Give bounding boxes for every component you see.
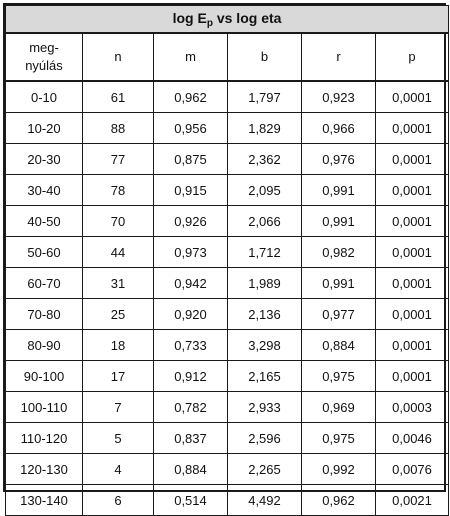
table-cell: 60-70 (6, 268, 83, 299)
table-cell: 0,962 (154, 81, 228, 113)
table-cell: 0,884 (302, 330, 376, 361)
table-cell: 2,136 (228, 299, 302, 330)
table-row (6, 237, 449, 268)
table-cell: 31 (83, 268, 154, 299)
table-cell: 70 (83, 206, 154, 237)
table-cell: 44 (83, 237, 154, 268)
table-cell: 2,066 (228, 206, 302, 237)
table-row (6, 330, 449, 361)
column-header: meg- nyúlás (6, 33, 83, 81)
table-cell: 10-20 (6, 113, 83, 144)
table-cell: 0,912 (154, 361, 228, 392)
table-cell: 0,977 (302, 299, 376, 330)
table-cell: 0,982 (302, 237, 376, 268)
table-cell: 0,975 (302, 361, 376, 392)
table-cell: 0,0001 (376, 113, 449, 144)
table-cell: 4,492 (228, 485, 302, 516)
table-row (6, 175, 449, 206)
table-cell: 0,875 (154, 144, 228, 175)
table-cell: 2,362 (228, 144, 302, 175)
title-subscript: p (206, 17, 213, 29)
table-cell: 50-60 (6, 237, 83, 268)
table-cell: 0,923 (302, 81, 376, 113)
table-cell: 2,265 (228, 454, 302, 485)
table-cell: 0,962 (302, 485, 376, 516)
table-cell: 0,0001 (376, 237, 449, 268)
table-cell: 0,0001 (376, 330, 449, 361)
table-cell: 2,596 (228, 423, 302, 454)
table-cell: 0,992 (302, 454, 376, 485)
table-cell: 110-120 (6, 423, 83, 454)
table-title-row (6, 6, 449, 34)
table-cell: 0,991 (302, 206, 376, 237)
table-cell: 0,956 (154, 113, 228, 144)
table-cell: 80-90 (6, 330, 83, 361)
table-cell: 3,298 (228, 330, 302, 361)
table-cell: 20-30 (6, 144, 83, 175)
table-row (6, 113, 449, 144)
column-header: b (228, 33, 302, 81)
table-cell: 0,973 (154, 237, 228, 268)
table-cell: 78 (83, 175, 154, 206)
table-cell: 0,0001 (376, 299, 449, 330)
table-cell: 0,0021 (376, 485, 449, 516)
table-cell: 6 (83, 485, 154, 516)
table-cell: 1,829 (228, 113, 302, 144)
column-header-row (6, 33, 449, 81)
table-cell: 0,0001 (376, 268, 449, 299)
table-cell: 0,782 (154, 392, 228, 423)
table-cell: 100-110 (6, 392, 83, 423)
table-cell: 0,0001 (376, 175, 449, 206)
table-cell: 0,991 (302, 268, 376, 299)
table-cell: 0,514 (154, 485, 228, 516)
table-row (6, 423, 449, 454)
table-cell: 130-140 (6, 485, 83, 516)
table-cell: 0,0001 (376, 81, 449, 113)
table-row (6, 361, 449, 392)
table-cell: 18 (83, 330, 154, 361)
column-header: n (83, 33, 154, 81)
table-cell: 120-130 (6, 454, 83, 485)
table-cell: 0,0076 (376, 454, 449, 485)
table-cell: 0,915 (154, 175, 228, 206)
table-cell: 1,712 (228, 237, 302, 268)
table-cell: 2,095 (228, 175, 302, 206)
table-cell: 0,837 (154, 423, 228, 454)
table-cell: 17 (83, 361, 154, 392)
table-row (6, 392, 449, 423)
column-header: m (154, 33, 228, 81)
table-row (6, 144, 449, 175)
table-cell: 30-40 (6, 175, 83, 206)
title-suffix: vs log eta (212, 9, 282, 26)
table-cell: 5 (83, 423, 154, 454)
table-cell: 2,165 (228, 361, 302, 392)
table-cell: 2,933 (228, 392, 302, 423)
table-cell: 1,797 (228, 81, 302, 113)
table-cell: 0,733 (154, 330, 228, 361)
table-cell: 70-80 (6, 299, 83, 330)
table-cell: 88 (83, 113, 154, 144)
table-cell: 0,0046 (376, 423, 449, 454)
table-cell: 90-100 (6, 361, 83, 392)
table-cell: 0,0001 (376, 361, 449, 392)
table-cell: 0,976 (302, 144, 376, 175)
table-cell: 0,966 (302, 113, 376, 144)
column-header: r (302, 33, 376, 81)
table-row (6, 454, 449, 485)
table-cell: 0,969 (302, 392, 376, 423)
table-cell: 40-50 (6, 206, 83, 237)
table-cell: 0,920 (154, 299, 228, 330)
table-cell: 0,942 (154, 268, 228, 299)
table-cell: 0,975 (302, 423, 376, 454)
table-row (6, 485, 449, 516)
table-cell: 7 (83, 392, 154, 423)
table-cell: 0,926 (154, 206, 228, 237)
table-cell: 77 (83, 144, 154, 175)
table-cell: 1,989 (228, 268, 302, 299)
table-cell: 0,0001 (376, 206, 449, 237)
table-cell: 0,884 (154, 454, 228, 485)
table-cell: 0,991 (302, 175, 376, 206)
table-title (6, 6, 449, 34)
table-cell: 0,0003 (376, 392, 449, 423)
column-header: p (376, 33, 449, 81)
table-row (6, 206, 449, 237)
table-cell: 25 (83, 299, 154, 330)
title-prefix: log E (172, 9, 207, 26)
data-table-frame (3, 3, 446, 508)
table-body (6, 81, 449, 516)
regression-table (5, 5, 449, 516)
table-cell: 0-10 (6, 81, 83, 113)
table-cell: 61 (83, 81, 154, 113)
table-row (6, 268, 449, 299)
table-cell: 4 (83, 454, 154, 485)
table-row (6, 81, 449, 113)
table-cell: 0,0001 (376, 144, 449, 175)
table-row (6, 299, 449, 330)
